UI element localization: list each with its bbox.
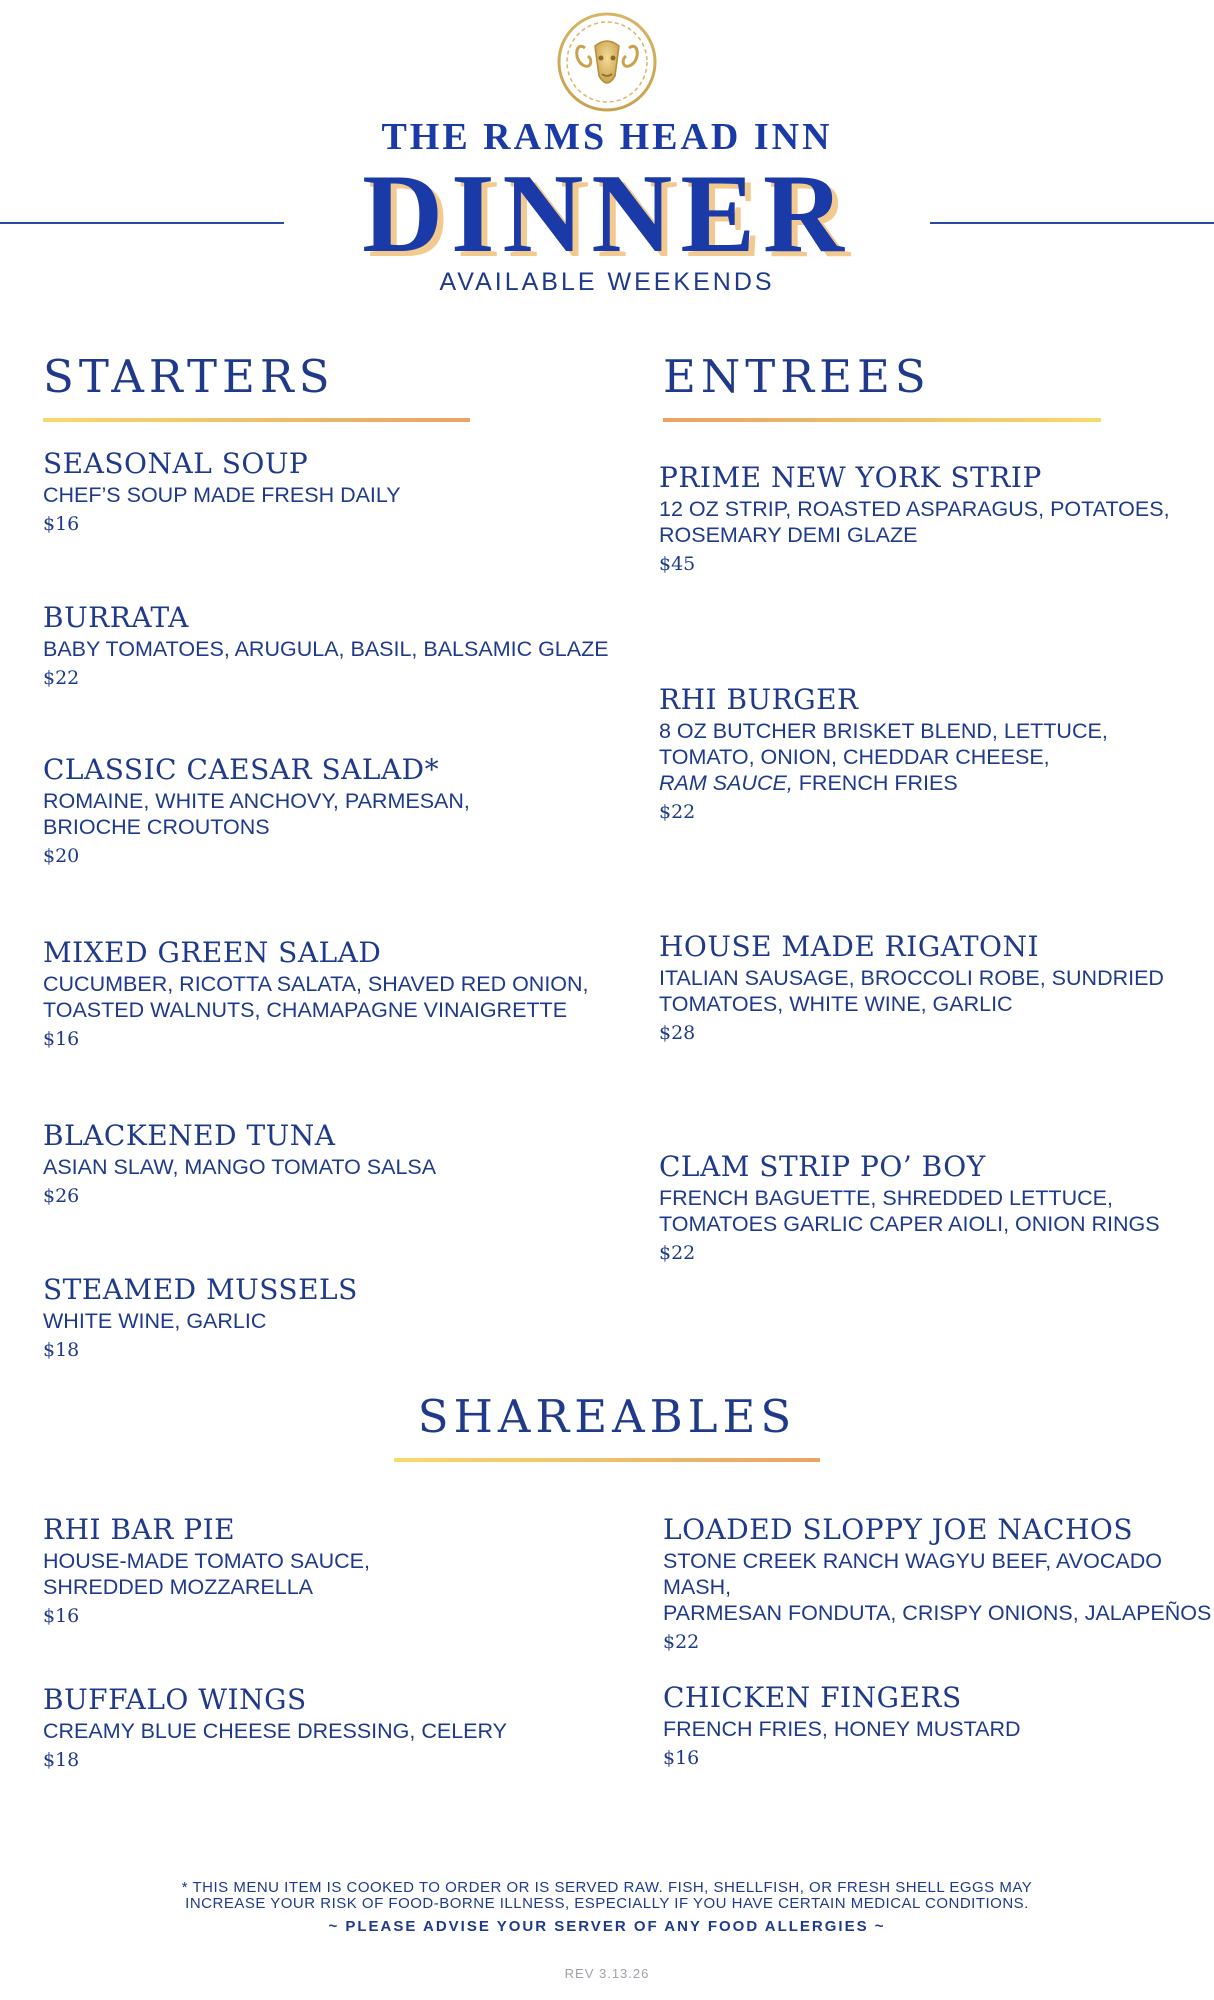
item-description: TOASTED WALNUTS, CHAMAPAGNE VINAIGRETTE: [43, 998, 568, 1022]
menu-item: [659, 682, 1108, 826]
menu-item: [659, 929, 1164, 1047]
revision-label: REV 3.13.26: [564, 1966, 650, 1981]
item-price: $18: [43, 1749, 80, 1771]
item-name: LOADED SLOPPY JOE NACHOS: [663, 1513, 1134, 1546]
item-description: BABY TOMATOES, ARUGULA, BASIL, BALSAMIC GLAZE: [43, 637, 609, 661]
item-description-rest: FRENCH FRIES: [792, 771, 958, 795]
item-name: RHI BURGER: [659, 683, 859, 716]
item-description: [659, 770, 1108, 796]
starters-rule: [43, 418, 470, 422]
item-price: $45: [659, 553, 696, 575]
item-description: ROMAINE, WHITE ANCHOVY, PARMESAN,: [43, 789, 470, 813]
menu-item: [43, 1272, 358, 1364]
item-description: ROSEMARY DEMI GLAZE: [659, 523, 918, 547]
item-description: CREAMY BLUE CHEESE DRESSING, CELERY: [43, 1719, 507, 1743]
item-description: BRIOCHE CROUTONS: [43, 815, 270, 839]
item-description: TOMATOES, WHITE WINE, GARLIC: [659, 992, 1013, 1016]
item-price: $16: [43, 513, 80, 535]
menu-item: [663, 1680, 1021, 1772]
restaurant-name: THE RAMS HEAD INN: [381, 116, 833, 158]
item-description: PARMESAN FONDUTA, CRISPY ONIONS, JALAPEÑOS: [663, 1601, 1212, 1625]
item-description: CUCUMBER, RICOTTA SALATA, SHAVED RED ONION,: [43, 972, 589, 996]
item-price: $22: [43, 667, 80, 689]
item-description: 12 OZ STRIP, ROASTED ASPARAGUS, POTATOES,: [659, 497, 1170, 521]
menu-item: [43, 1118, 436, 1210]
item-name: CLAM STRIP PO’ BOY: [659, 1150, 986, 1183]
ram-sauce-italic: RAM SAUCE,: [659, 771, 793, 795]
menu-subtitle: AVAILABLE WEEKENDS: [439, 268, 775, 296]
item-price: $26: [43, 1185, 80, 1207]
item-description: FRENCH FRIES, HONEY MUSTARD: [663, 1717, 1021, 1741]
item-description: CHEF’S SOUP MADE FRESH DAILY: [43, 483, 401, 507]
menu-item: [43, 600, 609, 692]
item-price: $16: [663, 1747, 700, 1769]
starters-heading: STARTERS: [43, 350, 335, 403]
entrees-rule: [663, 418, 1101, 422]
item-description: FRENCH BAGUETTE, SHREDDED LETTUCE,: [659, 1186, 1113, 1210]
item-name: MIXED GREEN SALAD: [43, 936, 382, 969]
item-name: HOUSE MADE RIGATONI: [659, 930, 1040, 963]
item-description: HOUSE-MADE TOMATO SAUCE,: [43, 1549, 370, 1573]
item-description: STONE CREEK RANCH WAGYU BEEF, AVOCADO MASH,: [663, 1549, 1162, 1599]
item-price: $22: [663, 1631, 700, 1653]
item-price: $28: [659, 1022, 696, 1044]
item-name: BUFFALO WINGS: [43, 1683, 307, 1716]
raw-food-disclaimer: [0, 1880, 1214, 1912]
item-name: PRIME NEW YORK STRIP: [659, 461, 1042, 494]
item-price: $22: [659, 801, 696, 823]
item-description: SHREDDED MOZZARELLA: [43, 1575, 313, 1599]
item-price: $18: [43, 1339, 80, 1361]
item-name: BLACKENED TUNA: [43, 1119, 336, 1152]
menu-item: [659, 1149, 1160, 1267]
menu-title: DINNER: [362, 152, 852, 276]
menu-item: [43, 935, 589, 1053]
item-name: SEASONAL SOUP: [43, 447, 309, 480]
item-description: ASIAN SLAW, MANGO TOMATO SALSA: [43, 1155, 437, 1179]
rams-head-crest-icon: [555, 10, 659, 114]
item-description: ITALIAN SAUSAGE, BROCCOLI ROBE, SUNDRIED: [659, 966, 1164, 990]
menu-item: [43, 446, 401, 538]
shareables-rule: [394, 1458, 820, 1462]
item-price: $16: [43, 1605, 80, 1627]
item-price: $22: [659, 1242, 696, 1264]
shareables-heading: SHAREABLES: [417, 1390, 797, 1443]
item-name: CHICKEN FINGERS: [663, 1681, 962, 1714]
item-name: RHI BAR PIE: [43, 1513, 236, 1546]
item-description: TOMATO, ONION, CHEDDAR CHEESE,: [659, 745, 1050, 769]
item-name: CLASSIC CAESAR SALAD*: [43, 753, 440, 786]
item-description: 8 OZ BUTCHER BRISKET BLEND, LETTUCE,: [659, 719, 1108, 743]
disclaimer-line-1: * THIS MENU ITEM IS COOKED TO ORDER OR IS SERVED RAW. FISH, SHELLFISH, OR FRESH SHELL EGGS MAY: [181, 1879, 1033, 1896]
item-description: WHITE WINE, GARLIC: [43, 1309, 267, 1333]
menu-item: [43, 1682, 507, 1774]
item-price: $20: [43, 845, 80, 867]
menu-item: [663, 1512, 1214, 1656]
item-price: $16: [43, 1028, 80, 1050]
item-description: TOMATOES GARLIC CAPER AIOLI, ONION RINGS: [659, 1212, 1160, 1236]
menu-item: [43, 752, 470, 870]
disclaimer-line-2: INCREASE YOUR RISK OF FOOD-BORNE ILLNESS, ESPECIALLY IF YOU HAVE CERTAIN MEDICAL CONDITIONS.: [185, 1895, 1029, 1912]
entrees-heading: ENTREES: [663, 350, 931, 403]
menu-item: [43, 1512, 370, 1630]
menu-item: [659, 460, 1170, 578]
item-name: STEAMED MUSSELS: [43, 1273, 358, 1306]
allergy-notice: ~ PLEASE ADVISE YOUR SERVER OF ANY FOOD ALLERGIES ~: [328, 1918, 886, 1935]
item-name: BURRATA: [43, 601, 189, 634]
